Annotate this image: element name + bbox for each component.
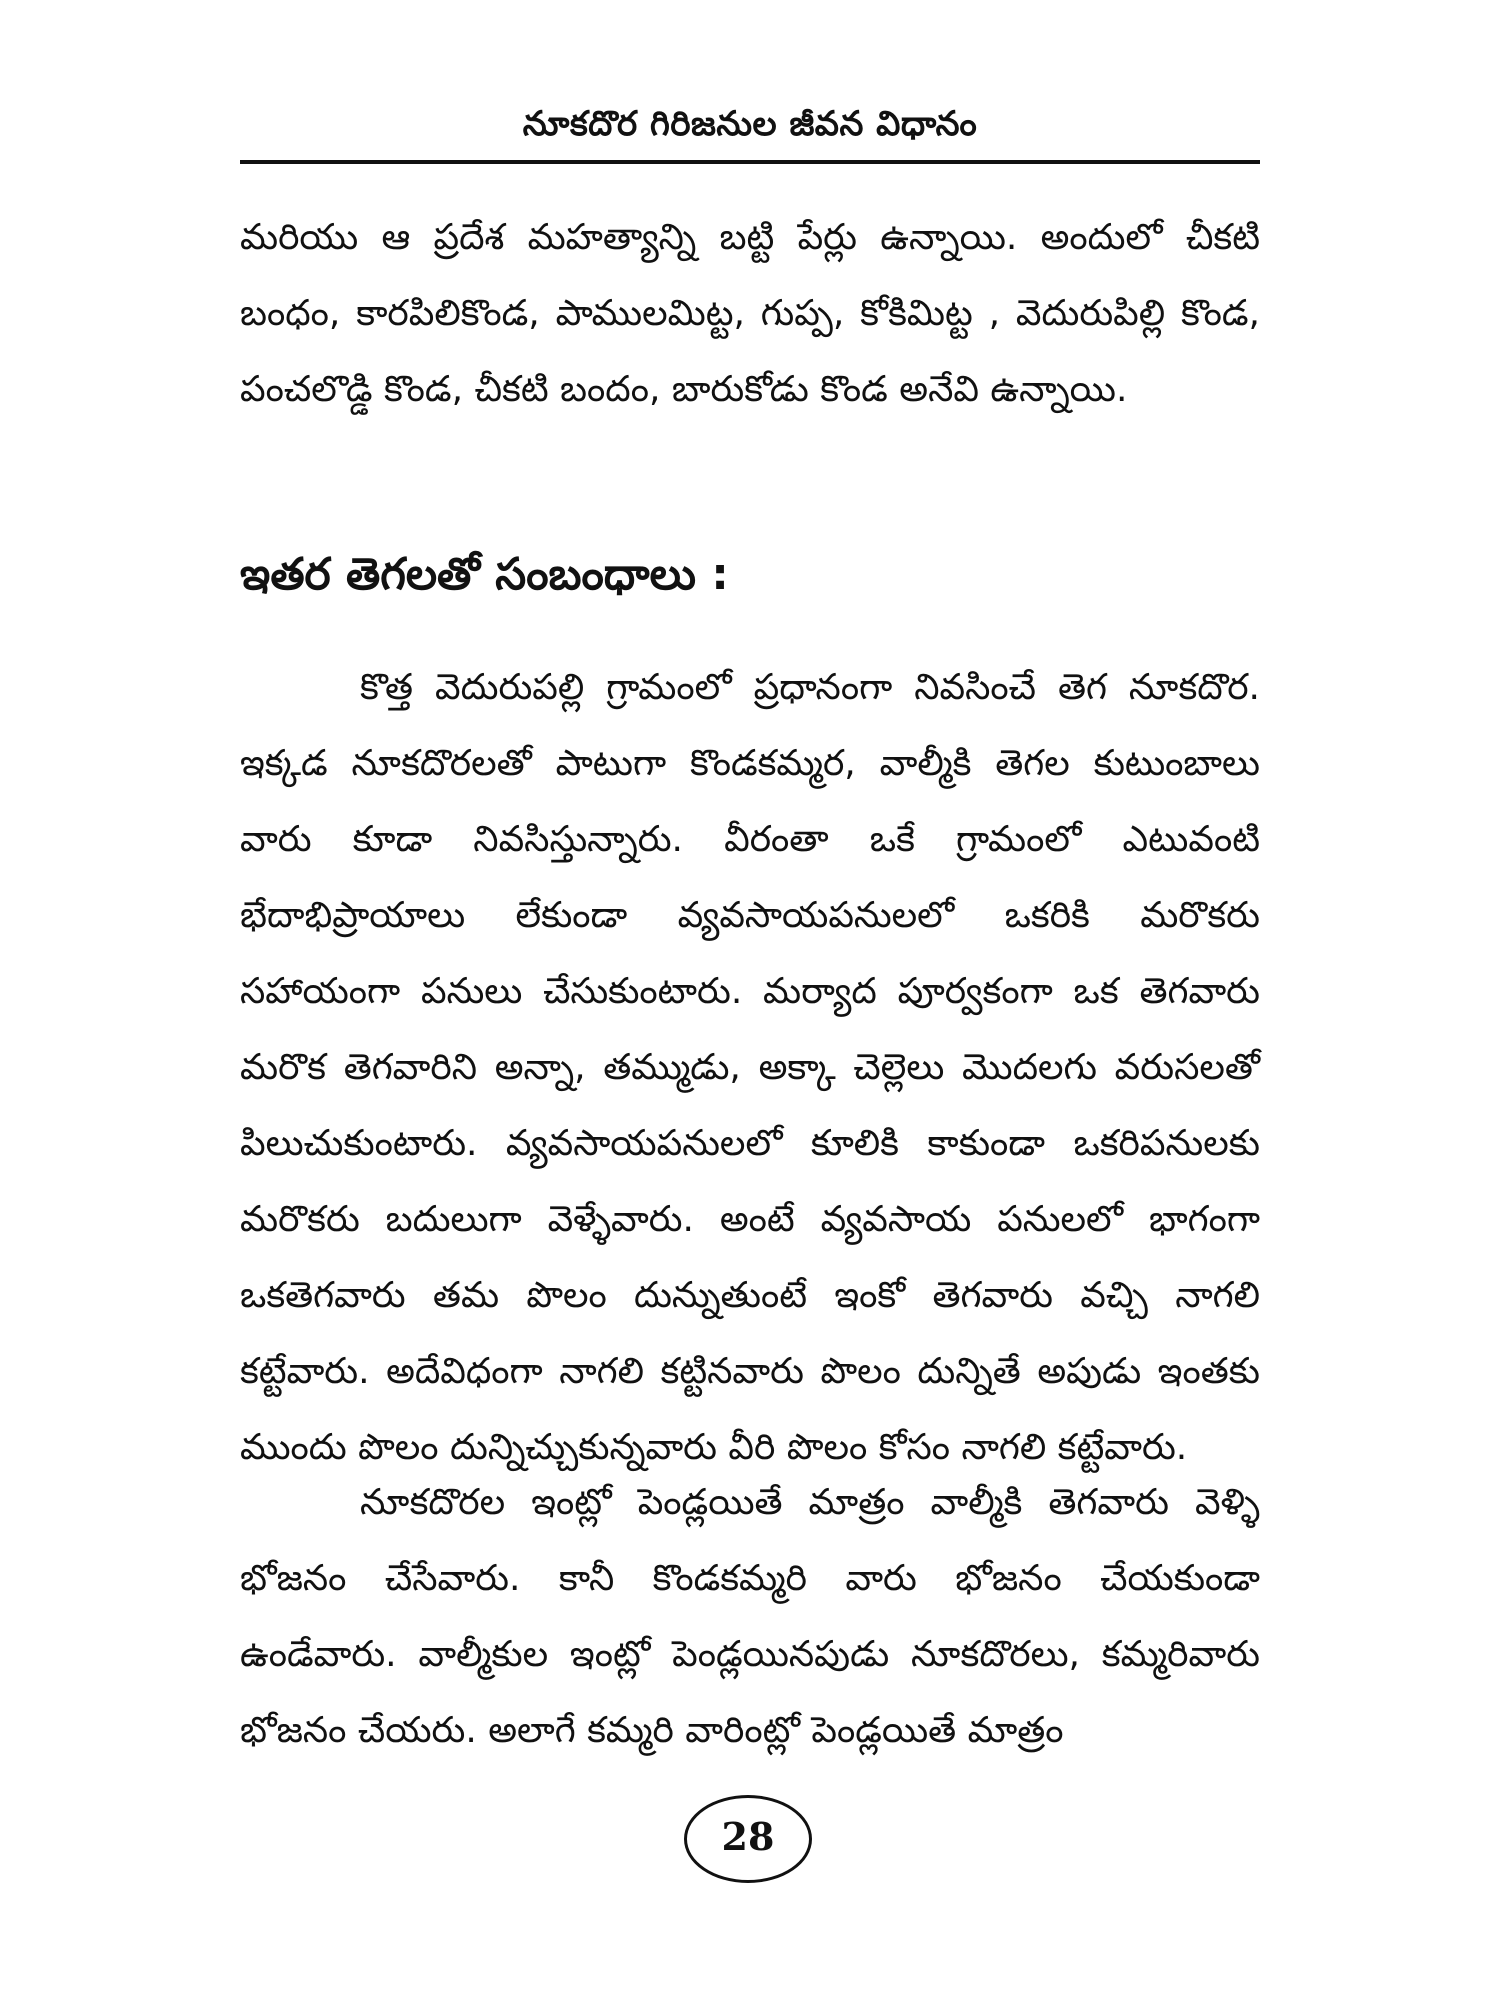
header-divider xyxy=(240,160,1260,164)
running-header-title: నూకదొర గిరిజనుల జీవన విధానం xyxy=(522,104,978,144)
paragraph-place-names: మరియు ఆ ప్రదేశ మహత్యాన్ని బట్టి పేర్లు ఉన్నాయి. అందులో చీకటి బంధం, కారపిలికొండ, పాములమిట్ట, గుప్ప, కోకిమిట్ట , వెదురుపిల్లి కొండ, పంచలొడ్డి కొండ, చీకటి బందం, బారుకోడు కొండ అనేవి ఉన్నాయి. xyxy=(240,217,1260,410)
paragraph-tribal-relations: కొత్త వెదురుపల్లి గ్రామంలో ప్రధానంగా నివసించే తెగ నూకదొర. ఇక్కడ నూకదొరలతో పాటుగా కొండకమ్మర, వాల్మీకి తెగల కుటుంబాలు వారు కూడా నివసిస్తున్నారు. వీరంతా ఒకే గ్రామంలో ఎటువంటి భేదాభిప్రాయాలు లేకుండా వ్యవసాయపనులలో ఒకరికి మరొకరు సహాయంగా పనులు చేసుకుంటారు. మర్యాద పూర్వకంగా ఒక తెగవారు మరొక తెగవారిని అన్నా, తమ్ముడు, అక్కా చెల్లెలు మొదలగు వరుసలతో పిలుచుకుంటారు. వ్యవసాయపనులలో కూలికి కాకుండా ఒకరిపనులకు మరొకరు బదులుగా వెళ్ళేవారు. అంటే వ్యవసాయ పనులలో భాగంగా ఒకతెగవారు తమ పొలం దున్నుతుంటే ఇంకో తెగవారు వచ్చి నాగలి కట్టేవారు. అదేవిధంగా నాగలి కట్టినవారు పొలం దున్నితే అపుడు ఇంతకు ముందు పొలం దున్నిచ్చుకున్నవారు వీరి పొలం కోసం నాగలి కట్టేవారు. xyxy=(240,667,1260,1468)
page-number: 28 xyxy=(721,1814,775,1859)
paragraph-wedding-customs: నూకదొరల ఇంట్లో పెండ్లయితే మాత్రం వాల్మీకి తెగవారు వెళ్ళి భోజనం చేసేవారు. కానీ కొండకమ్మరి వారు భోజనం చేయకుండా ఉండేవారు. వాల్మీకుల ఇంట్లో పెండ్లయినపుడు నూకదొరలు, కమ్మరివారు భోజనం చేయరు. అలాగే కమ్మరి వారింట్లో పెండ్లయితే మాత్రం xyxy=(240,1482,1260,1751)
section-heading: ఇతర తెగలతో సంబంధాలు : xyxy=(240,549,729,600)
